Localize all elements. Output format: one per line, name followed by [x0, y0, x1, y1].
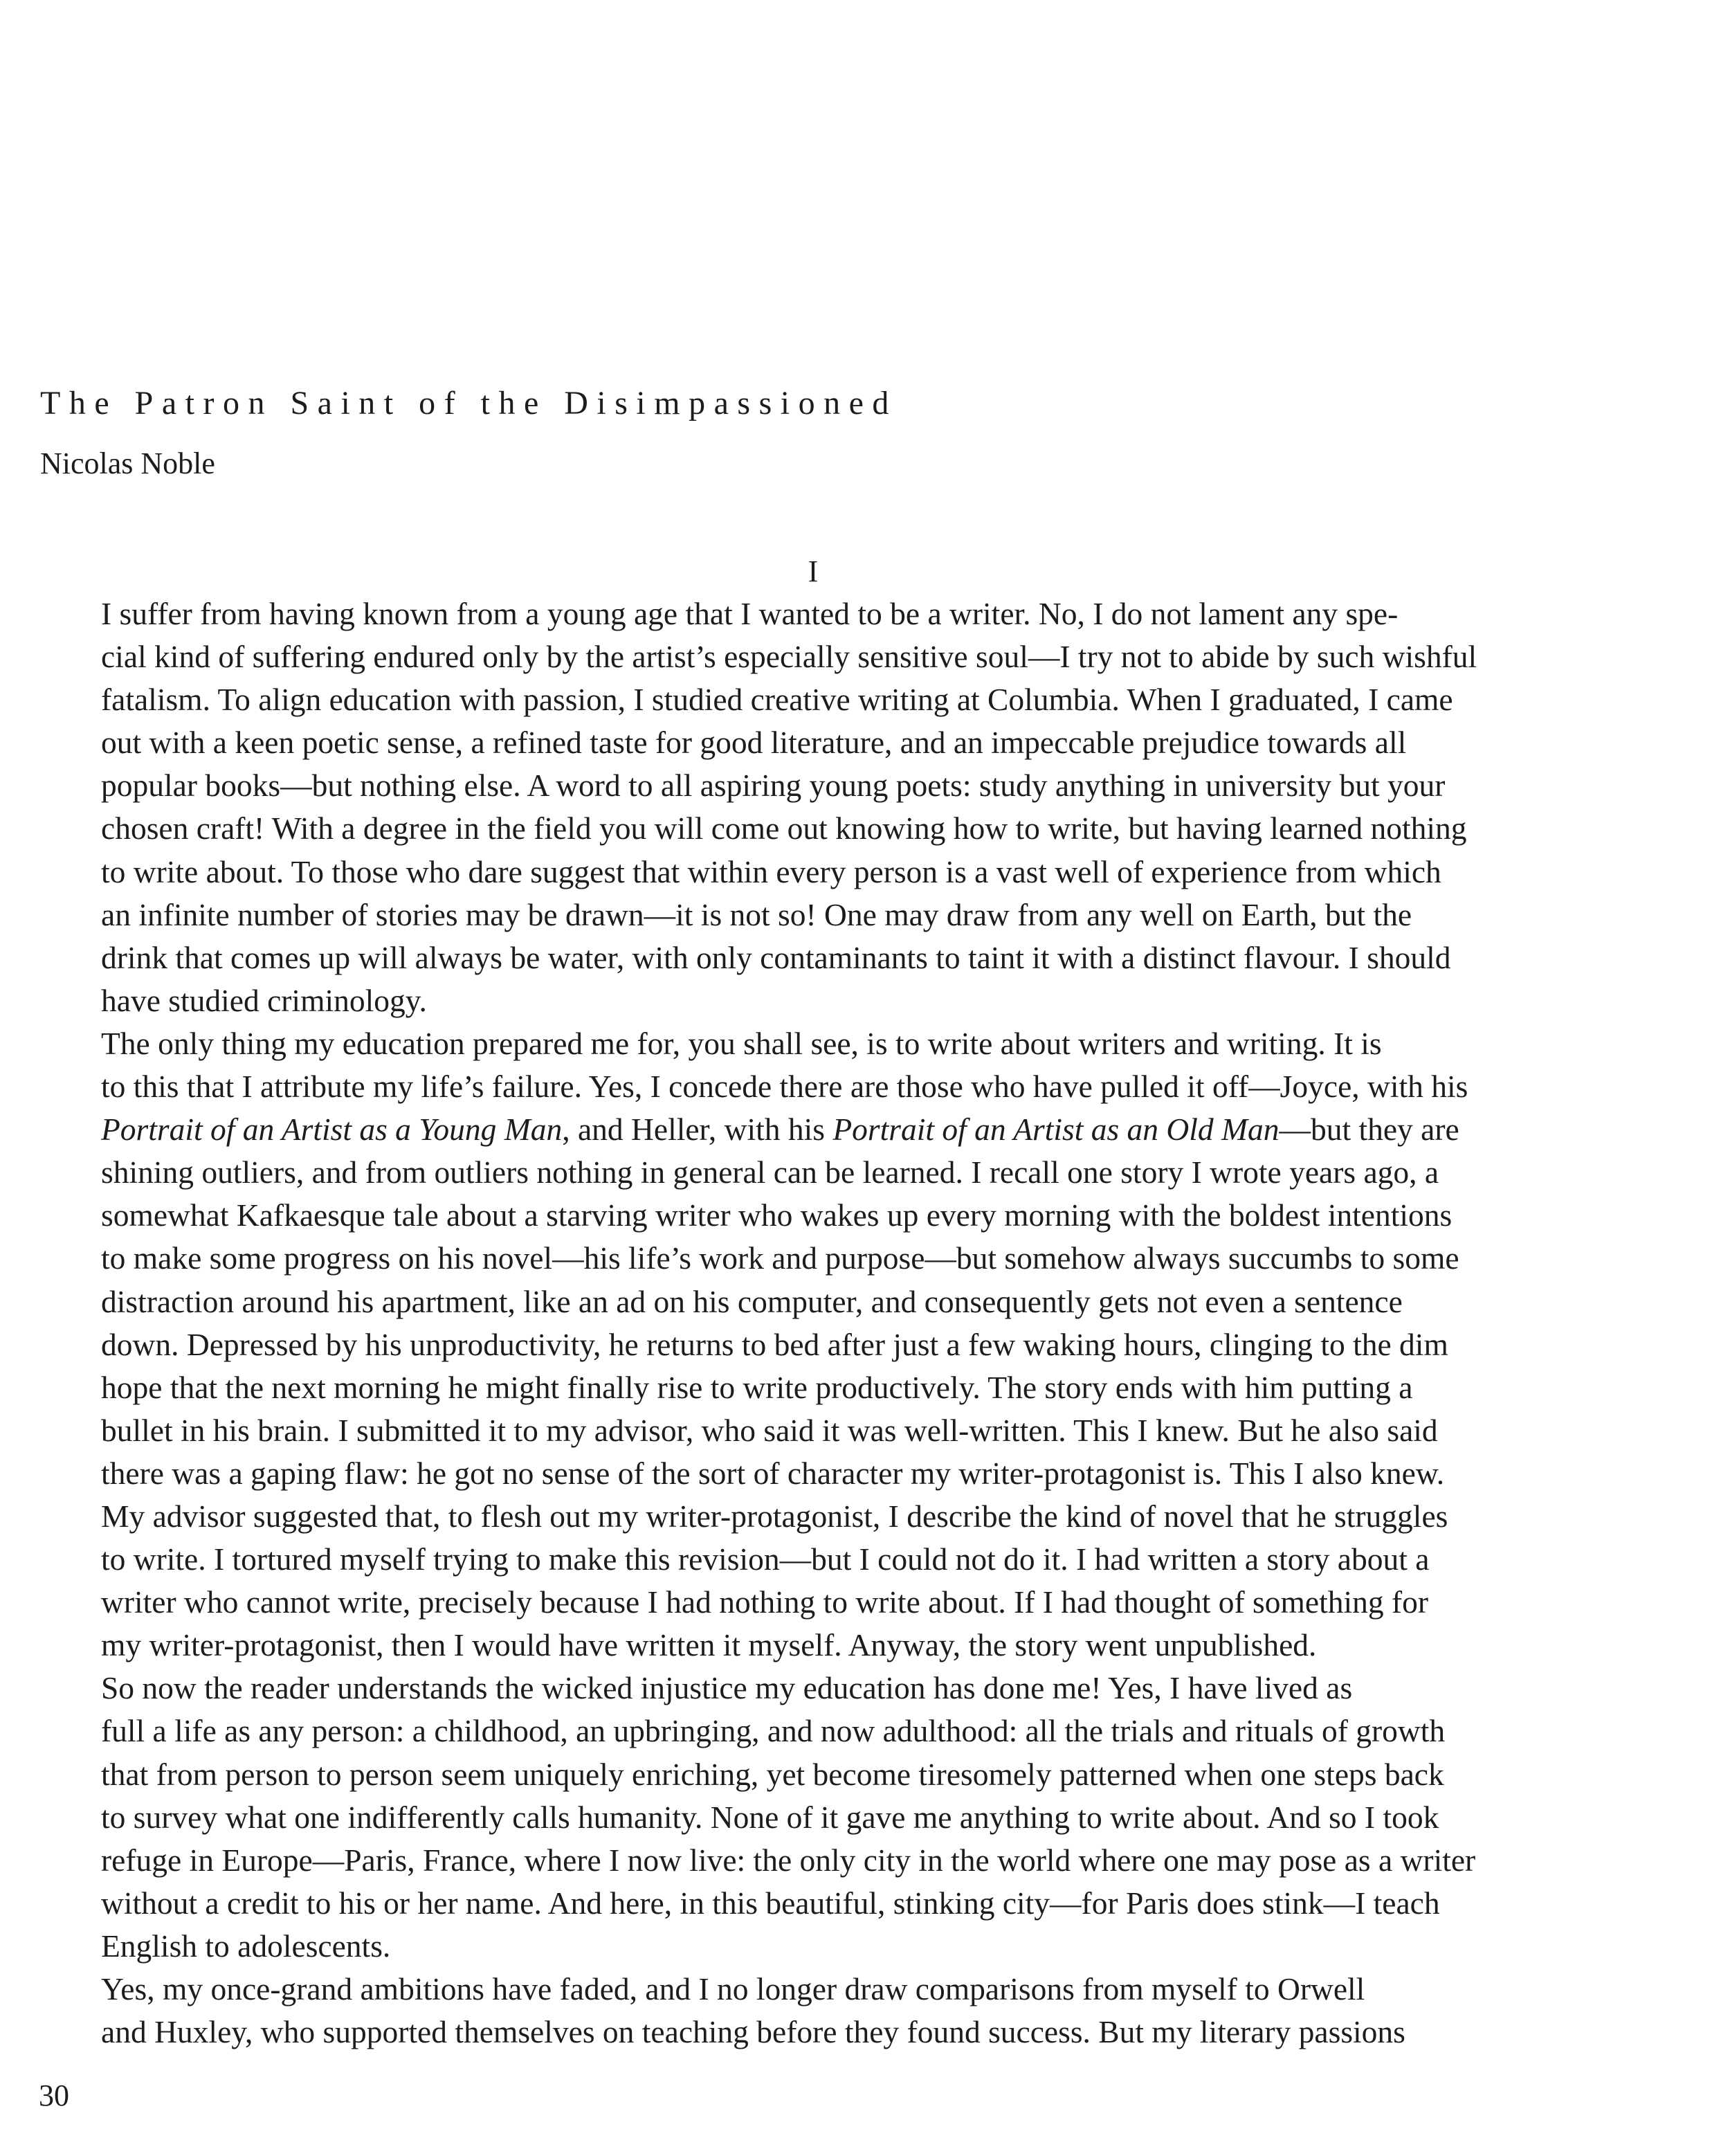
text-line: there was a gaping flaw: he got no sense of the sort of character my writer-protagonist is. This I also knew.: [101, 1455, 1445, 1491]
text-line: fatalism. To align education with passion, I studied creative writing at Columbia. When I graduated, I came: [101, 682, 1453, 718]
author-name: Nicolas Noble: [40, 446, 215, 480]
text-line: shining outliers, and from outliers nothing in general can be learned. I recall one story I wrote years ago, a: [101, 1154, 1439, 1190]
text-line: Yes, my once-grand ambitions have faded, and I no longer draw comparisons from myself to Orwell: [101, 1971, 1365, 2006]
story-title: The Patron Saint of the Disimpassioned: [40, 385, 898, 422]
text-line: and Huxley, who supported themselves on teaching before they found success. But my literary passions: [101, 2014, 1405, 2050]
paragraph-4: [39, 1968, 1582, 2054]
text-line: So now the reader understands the wicked injustice my education has done me! Yes, I have lived as: [101, 1670, 1353, 1706]
text-line: full a life as any person: a childhood, an upbringing, and now adulthood: all the trials and rituals of growth: [101, 1713, 1446, 1749]
text-fragment: , and Heller, with his: [562, 1112, 833, 1148]
text-line: English to adolescents.: [101, 1928, 391, 1964]
text-line: to write. I tortured myself trying to make this revision—but I could not do it. I had written a story about a: [101, 1541, 1430, 1577]
text-line: The only thing my education prepared me for, you shall see, is to write about writers and writing. It is: [101, 1025, 1382, 1061]
book-title-italic: Portrait of an Artist as an Old Man: [832, 1112, 1280, 1148]
paragraph-3: [39, 1667, 1582, 1968]
text-line: without a credit to his or her name. And here, in this beautiful, stinking city—for Paris does stink—I teach: [101, 1885, 1440, 1921]
paragraph-2: [39, 1022, 1582, 1667]
section-number: I: [808, 554, 819, 588]
text-line: cial kind of suffering endured only by the artist’s especially sensitive soul—I try not to abide by such wishful: [101, 639, 1477, 675]
text-line: chosen craft! With a degree in the field you will come out knowing how to write, but having learned nothing: [101, 810, 1467, 846]
page-number: 30: [39, 2078, 69, 2112]
text-fragment: —but they are: [1279, 1112, 1459, 1148]
text-line: to survey what one indifferently calls humanity. None of it gave me anything to write about. And so I took: [101, 1799, 1439, 1835]
text-line: I suffer from having known from a young age that I wanted to be a writer. No, I do not lament any spe-: [101, 596, 1399, 631]
text-line: that from person to person seem uniquely enriching, yet become tiresomely patterned when one steps back: [101, 1756, 1444, 1792]
text-line: hope that the next morning he might finally rise to write productively. The story ends with him putting a: [101, 1369, 1413, 1405]
text-line: to make some progress on his novel—his life’s work and purpose—but somehow always succumbs to some: [101, 1240, 1459, 1276]
text-line: out with a keen poetic sense, a refined taste for good literature, and an impeccable prejudice towards all: [101, 725, 1407, 761]
text-line: drink that comes up will always be water, with only contaminants to taint it with a distinct flavour. I should: [101, 939, 1451, 975]
text-line: bullet in his brain. I submitted it to my advisor, who said it was well-written. This I knew. But he also said: [101, 1412, 1438, 1448]
text-line: somewhat Kafkaesque tale about a starving writer who wakes up every morning with the boldest intentions: [101, 1197, 1453, 1233]
text-line: have studied criminology.: [101, 982, 427, 1018]
text-line: writer who cannot write, precisely because I had nothing to write about. If I had thought of something for: [101, 1584, 1429, 1620]
text-line: distraction around his apartment, like an ad on his computer, and consequently gets not even a sentence: [101, 1283, 1403, 1319]
text-line: my writer-protagonist, then I would have written it myself. Anyway, the story went unpublished.: [101, 1627, 1317, 1663]
text-line: My advisor suggested that, to flesh out my writer-protagonist, I describe the kind of novel that he struggles: [101, 1498, 1448, 1534]
text-line: popular books—but nothing else. A word to all aspiring young poets: study anything in university but your: [101, 768, 1446, 804]
paragraph-1: [39, 592, 1582, 1022]
text-line: refuge in Europe—Paris, France, where I now live: the only city in the world where one may pose as a writer: [101, 1842, 1476, 1878]
body-text: [39, 592, 1582, 2054]
text-line: an infinite number of stories may be drawn—it is not so! One may draw from any well on Earth, but the: [101, 896, 1412, 932]
text-line: to write about. To those who dare suggest that within every person is a vast well of experience from which: [101, 853, 1441, 889]
text-line: to this that I attribute my life’s failure. Yes, I concede there are those who have pulled it off—Joyce, with his: [101, 1069, 1468, 1105]
text-line: [39, 1108, 1582, 1151]
book-title-italic: Portrait of an Artist as a Young Man: [101, 1112, 563, 1148]
text-line: down. Depressed by his unproductivity, he returns to bed after just a few waking hours, clinging to the dim: [101, 1326, 1448, 1362]
